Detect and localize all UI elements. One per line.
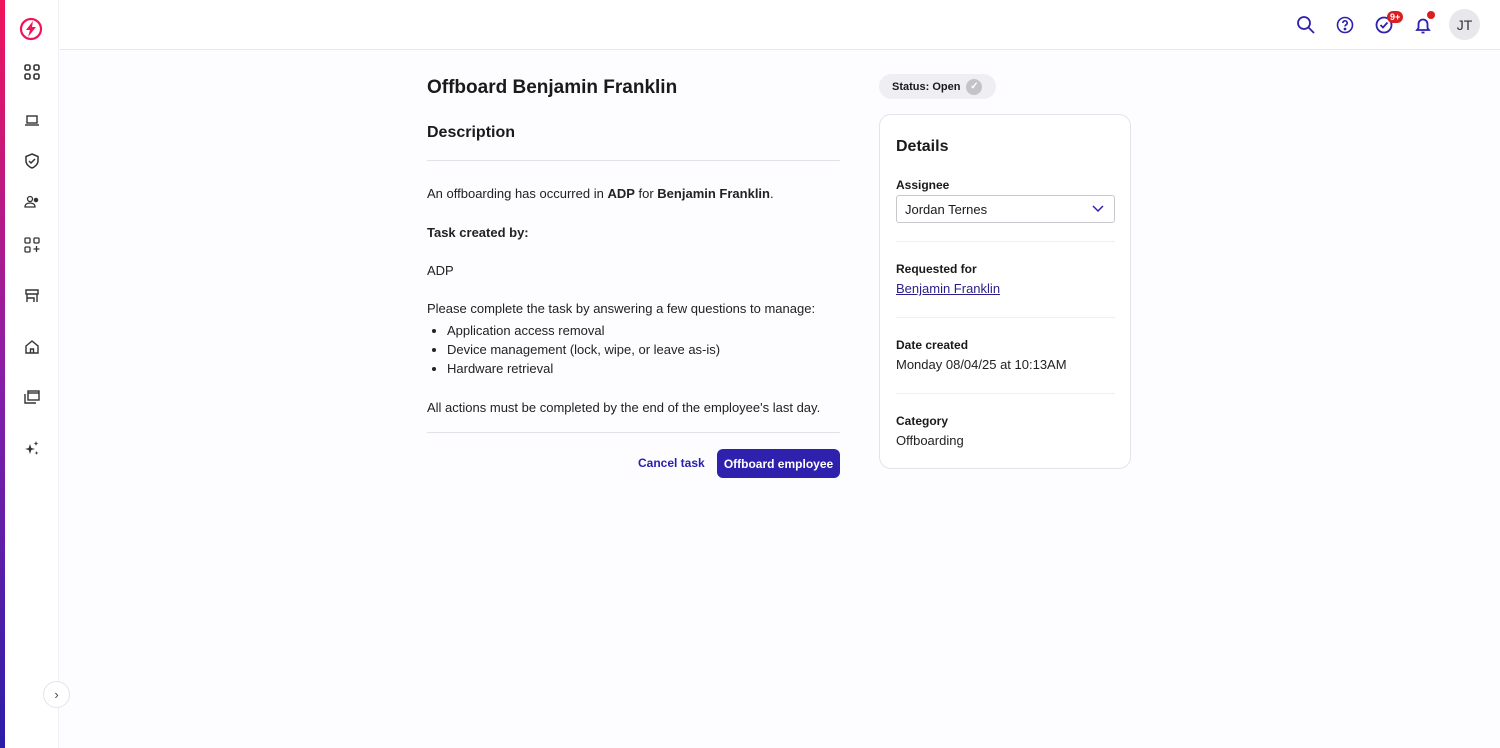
divider [896, 241, 1115, 242]
cancel-task-button[interactable]: Cancel task [638, 456, 705, 470]
offboard-employee-button[interactable]: Offboard employee [717, 449, 840, 478]
requested-for-link[interactable]: Benjamin Franklin [896, 281, 1001, 296]
user-avatar[interactable] [1449, 9, 1480, 40]
sidebar [5, 0, 59, 748]
store-icon[interactable] [22, 286, 42, 306]
avatar-initials: JT [1456, 16, 1473, 33]
category-value: Offboarding [896, 433, 964, 448]
deadline-text: All actions must be completed by the end of the employee's last day. [427, 400, 821, 415]
divider [427, 160, 840, 161]
description-heading: Description [427, 124, 516, 141]
details-card [879, 114, 1131, 469]
sparkles-ai-icon[interactable] [22, 438, 42, 458]
assignee-select[interactable] [896, 195, 1115, 223]
created-by-value: ADP [427, 263, 454, 278]
divider [896, 393, 1115, 394]
dashboard-grid-icon[interactable] [22, 62, 42, 82]
date-created-label: Date created [896, 338, 969, 352]
tasks-count-badge: 9+ [1387, 11, 1403, 23]
add-apps-icon[interactable] [22, 235, 42, 255]
chevron-right-icon: › [54, 687, 59, 702]
top-bar [60, 0, 1500, 50]
status-badge [879, 74, 996, 99]
page-title: Offboard Benjamin Franklin [427, 77, 678, 98]
details-title: Details [896, 138, 949, 155]
expand-sidebar-button[interactable] [43, 681, 70, 708]
instructions-text: Please complete the task by answering a few questions to manage: [427, 301, 816, 316]
list-item: • Hardware retrieval [447, 359, 720, 378]
windows-stack-icon[interactable] [22, 387, 42, 407]
assignee-value: Jordan Ternes [905, 201, 988, 217]
logo-bolt-icon[interactable] [19, 17, 43, 41]
shield-check-icon[interactable] [22, 151, 42, 171]
divider [427, 432, 840, 433]
users-icon[interactable] [22, 192, 42, 212]
search-icon[interactable] [1295, 14, 1317, 36]
home-icon[interactable] [22, 337, 42, 357]
help-icon[interactable] [1334, 14, 1356, 36]
list-item: • Device management (lock, wipe, or leave as-is) [447, 340, 720, 359]
requested-for-label: Requested for [896, 262, 977, 276]
category-label: Category [896, 414, 949, 428]
chevron-down-icon [1092, 205, 1104, 213]
task-bullet-list [447, 321, 720, 378]
status-label: Status: Open [892, 80, 961, 93]
intro-text: An offboarding has occurred in ADP for Benjamin Franklin. [427, 186, 774, 201]
assignee-label: Assignee [896, 178, 950, 192]
list-item: • Application access removal [447, 321, 720, 340]
laptop-icon[interactable] [22, 110, 42, 130]
date-created-value: Monday 08/04/25 at 10:13AM [896, 357, 1067, 372]
created-by-label: Task created by: [427, 225, 529, 240]
divider [896, 317, 1115, 318]
check-circle-icon: ✓ [966, 79, 982, 95]
notification-dot [1427, 11, 1435, 19]
